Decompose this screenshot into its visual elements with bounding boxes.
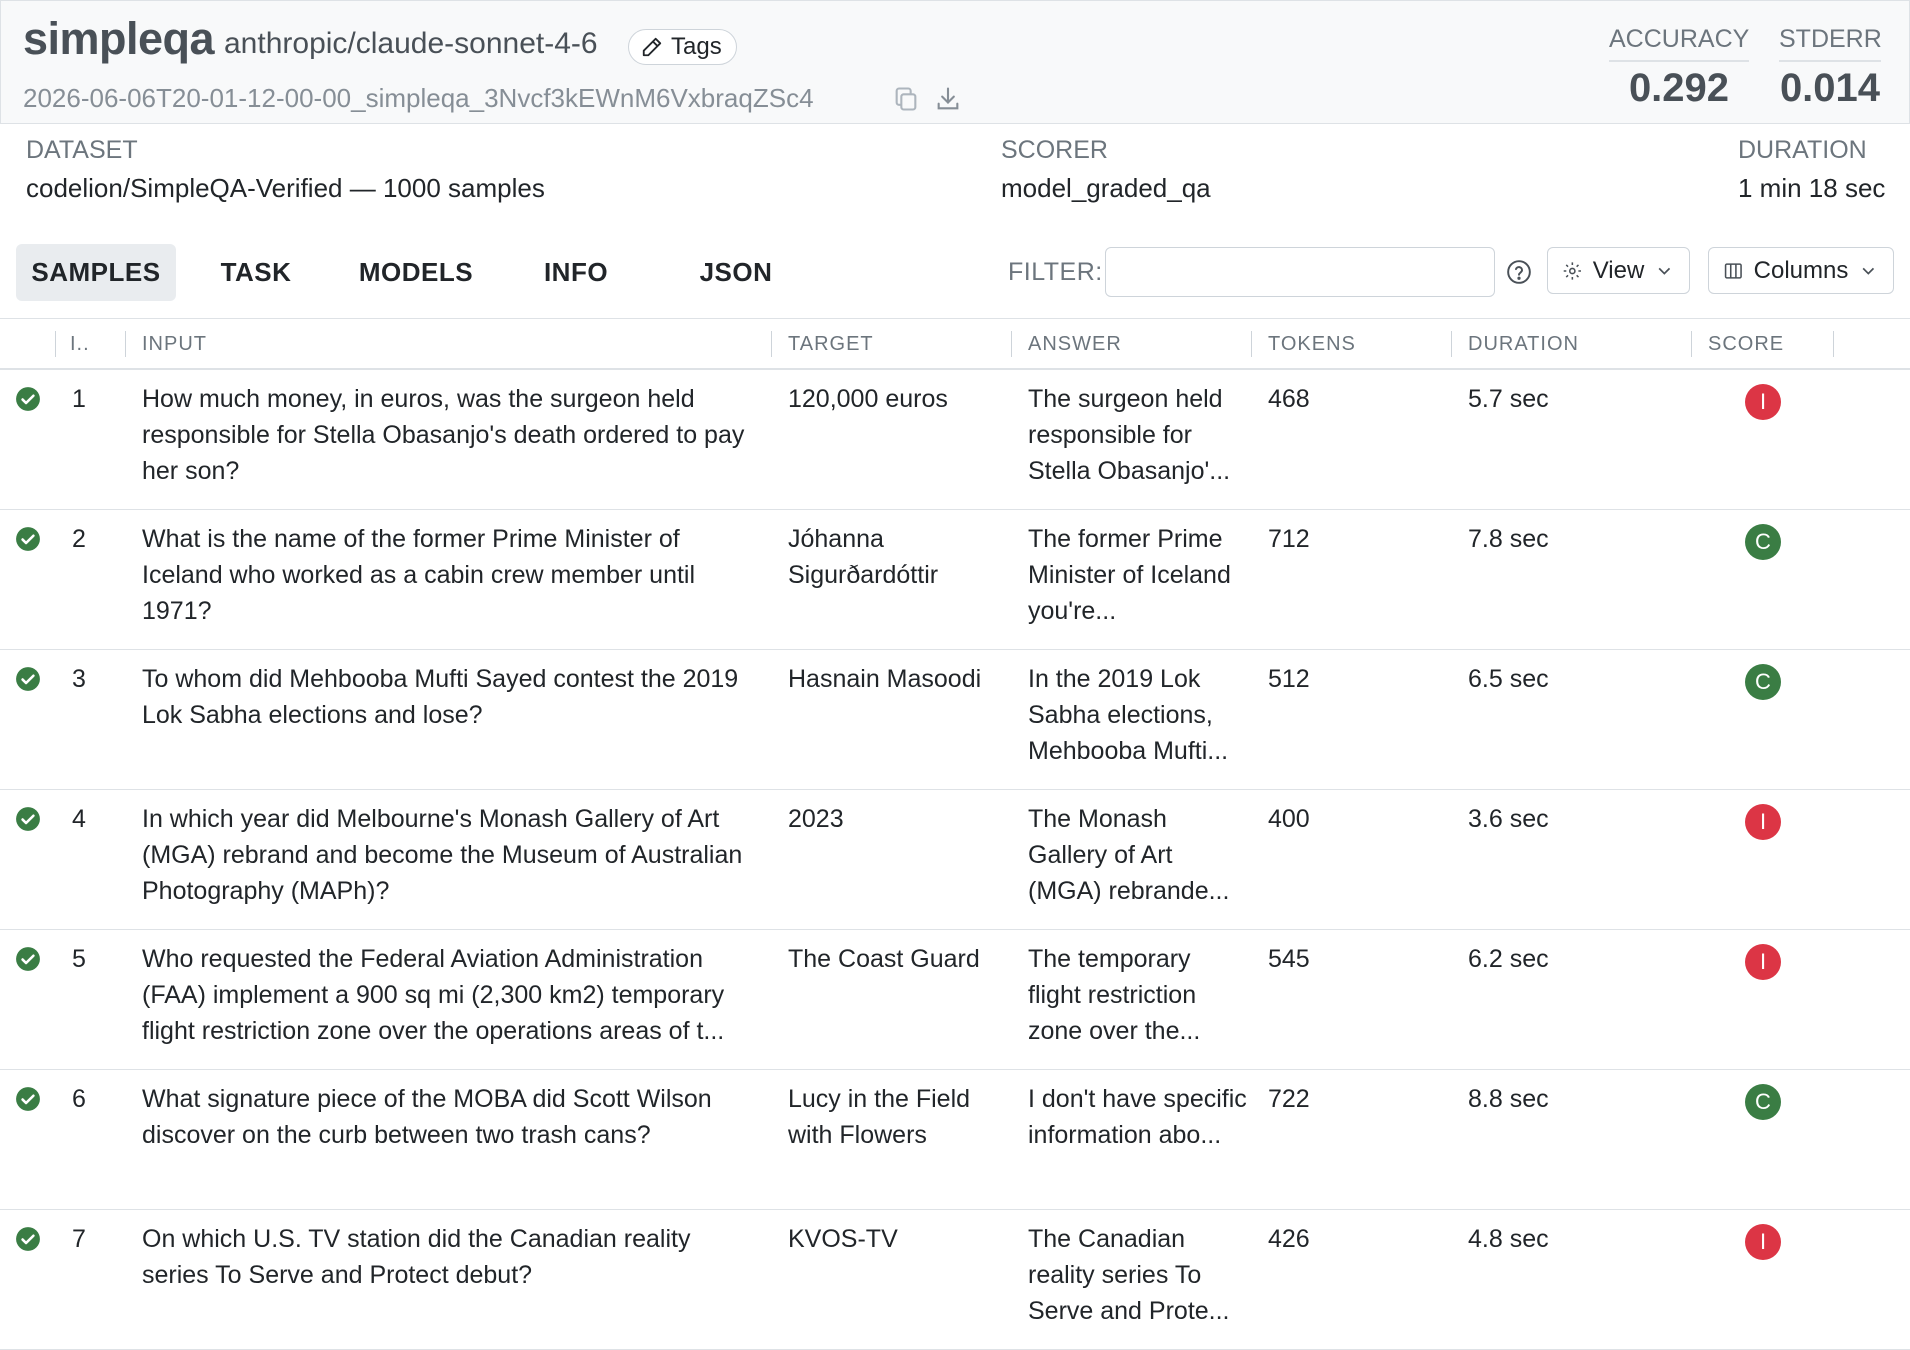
column-divider[interactable]: [1011, 331, 1012, 357]
sample-input: How much money, in euros, was the surgeon held responsible for Stella Obasanjo's death ordered to pay her son?: [142, 385, 745, 485]
columns-icon: [1723, 259, 1744, 283]
column-divider[interactable]: [125, 331, 126, 357]
check-circle-icon: [15, 946, 41, 972]
sample-tokens: 512: [1268, 665, 1310, 693]
column-header-input[interactable]: INPUT: [142, 332, 207, 355]
sample-tokens: 468: [1268, 385, 1310, 413]
duration-value: 1 min 18 sec: [1738, 173, 1886, 203]
sample-answer: In the 2019 Lok Sabha elections, Mehbooba Mufti...: [1028, 665, 1229, 765]
check-circle-icon: [15, 1226, 41, 1252]
tab-models[interactable]: MODELS: [358, 257, 474, 287]
filter-label: FILTER:: [1008, 258, 1103, 286]
scorer-label: SCORER: [1001, 136, 1108, 164]
accuracy-value: 0.292: [1628, 66, 1730, 110]
sample-input: To whom did Mehbooba Mufti Sayed contest the 2019 Lok Sabha elections and lose?: [142, 665, 739, 729]
stderr-metric: [1779, 25, 1881, 111]
column-header-duration[interactable]: DURATION: [1468, 332, 1579, 355]
column-header-score[interactable]: SCORE: [1708, 332, 1785, 355]
sample-target: The Coast Guard: [788, 945, 980, 973]
check-circle-icon: [15, 526, 41, 552]
scorer-value: model_graded_qa: [1001, 173, 1211, 203]
column-header-tokens[interactable]: TOKENS: [1268, 332, 1356, 355]
filter-input[interactable]: [1105, 247, 1495, 297]
copy-icon[interactable]: [892, 85, 920, 113]
sample-input: Who requested the Federal Aviation Administration (FAA) implement a 900 sq mi (2,300 km2) temporary flight restriction zone over the operations areas of t...: [142, 945, 725, 1045]
sample-tokens: 400: [1268, 805, 1310, 833]
score-badge: C: [1745, 664, 1781, 700]
sample-target: Lucy in the Field with Flowers: [788, 1085, 971, 1149]
sample-target: 2023: [788, 805, 844, 833]
score-badge: I: [1745, 944, 1781, 980]
sample-id: 3: [72, 665, 86, 693]
columns-button[interactable]: [1708, 247, 1894, 294]
sample-target: Hasnain Masoodi: [788, 665, 982, 693]
sample-duration: 3.6 sec: [1468, 805, 1549, 833]
task-name: simpleqa: [23, 13, 215, 64]
score-badge: C: [1745, 1084, 1781, 1120]
table-row[interactable]: [0, 930, 1910, 1070]
help-icon[interactable]: [1506, 259, 1532, 285]
chevron-down-icon: [1654, 259, 1675, 283]
chevron-down-icon: [1858, 259, 1879, 283]
sample-duration: 4.8 sec: [1468, 1225, 1549, 1253]
columns-label: Columns: [1753, 256, 1849, 284]
table-row[interactable]: [0, 790, 1910, 930]
sample-answer: The temporary flight restriction zone over the...: [1028, 945, 1201, 1045]
tab-json[interactable]: JSON: [699, 257, 773, 287]
check-circle-icon: [15, 806, 41, 832]
column-divider[interactable]: [55, 331, 56, 357]
column-divider[interactable]: [1451, 331, 1452, 357]
column-divider[interactable]: [1251, 331, 1252, 357]
tab-info[interactable]: INFO: [543, 257, 609, 287]
sample-answer: The Monash Gallery of Art (MGA) rebrande...: [1028, 805, 1230, 905]
column-header-answer[interactable]: ANSWER: [1028, 332, 1122, 355]
tab-samples[interactable]: SAMPLES: [16, 244, 176, 301]
download-icon[interactable]: [934, 85, 962, 113]
gear-icon: [1562, 259, 1583, 283]
column-header-target[interactable]: TARGET: [788, 332, 874, 355]
table-header: [0, 318, 1910, 370]
table-row[interactable]: [0, 650, 1910, 790]
check-circle-icon: [15, 386, 41, 412]
stderr-label: STDERR: [1779, 25, 1881, 62]
table-row[interactable]: [0, 1210, 1910, 1350]
sample-tokens: 712: [1268, 525, 1310, 553]
accuracy-metric: [1609, 25, 1749, 111]
sample-answer: The former Prime Minister of Iceland you're...: [1028, 525, 1231, 625]
eval-header: [0, 0, 1910, 124]
sample-answer: The Canadian reality series To Serve and Prote...: [1028, 1225, 1230, 1325]
check-circle-icon: [15, 1086, 41, 1112]
sample-target: Jóhanna Sigurðardóttir: [788, 525, 939, 589]
sample-duration: 6.2 sec: [1468, 945, 1549, 973]
view-button[interactable]: [1547, 247, 1690, 294]
sample-duration: 5.7 sec: [1468, 385, 1549, 413]
column-divider[interactable]: [771, 331, 772, 357]
sample-id: 4: [72, 805, 86, 833]
table-row[interactable]: [0, 1070, 1910, 1210]
sample-tokens: 722: [1268, 1085, 1310, 1113]
sample-id: 1: [72, 385, 86, 413]
column-divider[interactable]: [1691, 331, 1692, 357]
sample-duration: 8.8 sec: [1468, 1085, 1549, 1113]
score-badge: I: [1745, 1224, 1781, 1260]
sample-input: What is the name of the former Prime Minister of Iceland who worked as a cabin crew member until 1971?: [142, 525, 696, 625]
dataset-value: codelion/SimpleQA-Verified — 1000 samples: [26, 173, 545, 203]
sample-id: 6: [72, 1085, 86, 1113]
sample-target: KVOS-TV: [788, 1225, 898, 1253]
pencil-icon: [641, 36, 663, 58]
dataset-label: DATASET: [26, 136, 138, 164]
sample-answer: The surgeon held responsible for Stella Obasanjo'...: [1028, 385, 1231, 485]
view-label: View: [1592, 256, 1645, 284]
sample-id: 7: [72, 1225, 86, 1253]
model-name: anthropic/claude-sonnet-4-6: [224, 27, 598, 60]
sample-answer: I don't have specific information abo...: [1028, 1085, 1247, 1149]
column-header-index[interactable]: I..: [70, 332, 90, 355]
sample-duration: 6.5 sec: [1468, 665, 1549, 693]
column-divider[interactable]: [1833, 331, 1834, 357]
sample-duration: 7.8 sec: [1468, 525, 1549, 553]
tab-task[interactable]: TASK: [220, 257, 292, 287]
tags-button[interactable]: [628, 29, 737, 65]
accuracy-label: ACCURACY: [1609, 25, 1749, 62]
sample-id: 5: [72, 945, 86, 973]
score-badge: C: [1745, 524, 1781, 560]
sample-tokens: 426: [1268, 1225, 1310, 1253]
sample-id: 2: [72, 525, 86, 553]
sample-target: 120,000 euros: [788, 385, 948, 413]
run-id: 2026-06-06T20-01-12-00-00_simpleqa_3Nvcf3kEWnM6VxbraqZSc4: [23, 83, 814, 113]
check-circle-icon: [15, 666, 41, 692]
sample-input: What signature piece of the MOBA did Scott Wilson discover on the curb between two trash cans?: [142, 1085, 712, 1149]
duration-label: DURATION: [1738, 136, 1867, 164]
table-row[interactable]: [0, 510, 1910, 650]
stderr-value: 0.014: [1779, 66, 1881, 110]
sample-input: In which year did Melbourne's Monash Gallery of Art (MGA) rebrand and become the Museum of Australian Photography (MAPh)?: [142, 805, 743, 905]
tags-label: Tags: [671, 33, 722, 60]
score-badge: I: [1745, 804, 1781, 840]
tab-bar: [16, 244, 816, 301]
sample-input: On which U.S. TV station did the Canadian reality series To Serve and Protect debut?: [142, 1225, 691, 1289]
table-row[interactable]: [0, 370, 1910, 510]
score-badge: I: [1745, 384, 1781, 420]
sample-tokens: 545: [1268, 945, 1310, 973]
